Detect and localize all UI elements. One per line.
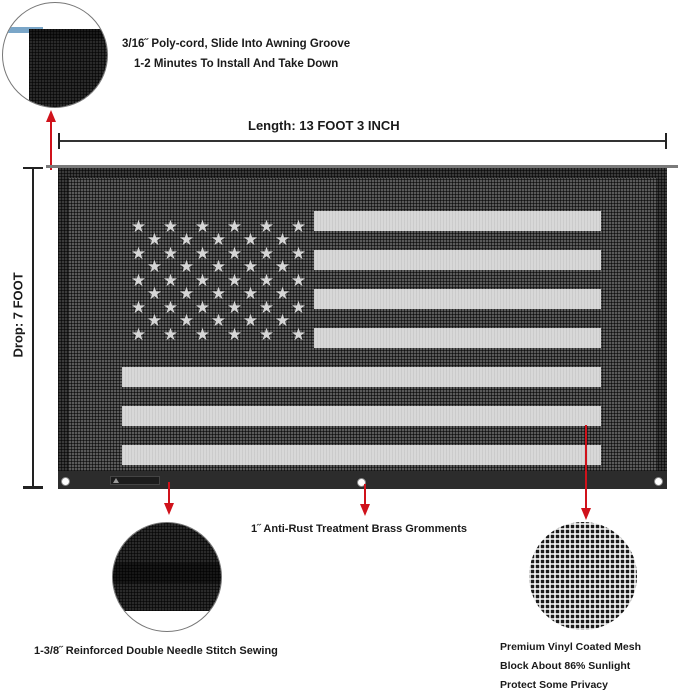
star-icon: ★: [258, 271, 275, 290]
star-icon: ★: [290, 298, 307, 317]
star-icon: ★: [162, 325, 179, 344]
star-icon: ★: [130, 298, 147, 317]
star-icon: ★: [178, 284, 195, 303]
poly-cord-arrow-head-icon: [46, 110, 56, 122]
star-icon: ★: [226, 325, 243, 344]
flag-stripe-short: [314, 211, 601, 231]
star-icon: ★: [178, 230, 195, 249]
star-icon: ★: [146, 257, 163, 276]
stitch-detail-circle: [112, 522, 222, 632]
star-icon: ★: [258, 244, 275, 263]
star-icon: ★: [194, 217, 211, 236]
grommet-left: [61, 477, 70, 486]
star-icon: ★: [194, 271, 211, 290]
star-icon: ★: [194, 298, 211, 317]
length-left-tick: [58, 133, 60, 149]
poly-cord-text-line1: 3/16˝ Poly-cord, Slide Into Awning Groove: [122, 38, 351, 50]
star-icon: ★: [162, 271, 179, 290]
grommet-right: [654, 477, 663, 486]
star-icon: ★: [130, 271, 147, 290]
tent-logo-icon: [110, 476, 160, 485]
flag-stripe-long: [122, 445, 601, 465]
grommet-text: 1˝ Anti-Rust Treatment Brass Gromments: [251, 523, 467, 535]
grommet-arrow-head-icon: [360, 504, 370, 516]
star-icon: ★: [226, 244, 243, 263]
star-icon: ★: [210, 284, 227, 303]
star-icon: ★: [162, 298, 179, 317]
drop-bottom-tick: [23, 486, 43, 489]
poly-cord-fabric: [29, 29, 108, 108]
star-icon: ★: [146, 230, 163, 249]
star-icon: ★: [210, 311, 227, 330]
star-icon: ★: [226, 271, 243, 290]
star-icon: ★: [130, 325, 147, 344]
mesh-detail-circle: [529, 522, 637, 630]
poly-cord-hem: [29, 29, 108, 39]
star-icon: ★: [290, 244, 307, 263]
mesh-arrow-shaft: [585, 425, 587, 510]
star-icon: ★: [274, 311, 291, 330]
star-icon: ★: [194, 244, 211, 263]
stitch-arrow-shaft: [168, 482, 170, 504]
length-label: Length: 13 FOOT 3 INCH: [248, 118, 400, 133]
star-icon: ★: [242, 230, 259, 249]
star-icon: ★: [226, 298, 243, 317]
star-icon: ★: [178, 311, 195, 330]
star-icon: ★: [290, 271, 307, 290]
star-field: [128, 218, 308, 343]
star-icon: ★: [130, 244, 147, 263]
flag-stripe-short: [314, 328, 601, 348]
flag-stripe-long: [122, 367, 601, 387]
star-icon: ★: [146, 284, 163, 303]
grommet-arrow-shaft: [364, 484, 366, 506]
star-icon: ★: [162, 217, 179, 236]
star-icon: ★: [130, 217, 147, 236]
star-icon: ★: [258, 325, 275, 344]
star-icon: ★: [178, 257, 195, 276]
star-icon: ★: [258, 298, 275, 317]
flag-stripe-short: [314, 289, 601, 309]
poly-cord-arrow-shaft: [50, 120, 52, 170]
star-icon: ★: [290, 217, 307, 236]
star-icon: ★: [210, 257, 227, 276]
star-icon: ★: [242, 284, 259, 303]
stitch-text: 1-3/8˝ Reinforced Double Needle Stitch Sewing: [34, 645, 278, 657]
stitch-hem-band: [113, 563, 221, 583]
star-icon: ★: [146, 311, 163, 330]
mesh-text-line3: Protect Some Privacy: [500, 679, 608, 691]
flag-stripe-short: [314, 250, 601, 270]
star-icon: ★: [194, 325, 211, 344]
star-icon: ★: [274, 284, 291, 303]
star-icon: ★: [274, 230, 291, 249]
mesh-text-line1: Premium Vinyl Coated Mesh: [500, 641, 642, 653]
mesh-text-line2: Block About 86% Sunlight: [500, 660, 631, 672]
star-icon: ★: [162, 244, 179, 263]
drop-dimension-line: [32, 168, 34, 488]
stitch-arrow-head-icon: [164, 503, 174, 515]
length-dimension-line: [58, 140, 666, 142]
mesh-arrow-head-icon: [581, 508, 591, 520]
poly-cord-detail-circle: [2, 2, 108, 108]
star-icon: ★: [290, 325, 307, 344]
star-icon: ★: [274, 257, 291, 276]
star-icon: ★: [258, 217, 275, 236]
star-icon: ★: [210, 230, 227, 249]
flag-stripe-long: [122, 406, 601, 426]
drop-label: Drop: 7 FOOT: [10, 272, 26, 358]
star-icon: ★: [226, 217, 243, 236]
star-icon: ★: [242, 311, 259, 330]
length-right-tick: [665, 133, 667, 149]
flag-awning-panel: [58, 168, 667, 489]
poly-cord-text-line2: 1-2 Minutes To Install And Take Down: [134, 58, 339, 70]
star-icon: ★: [242, 257, 259, 276]
